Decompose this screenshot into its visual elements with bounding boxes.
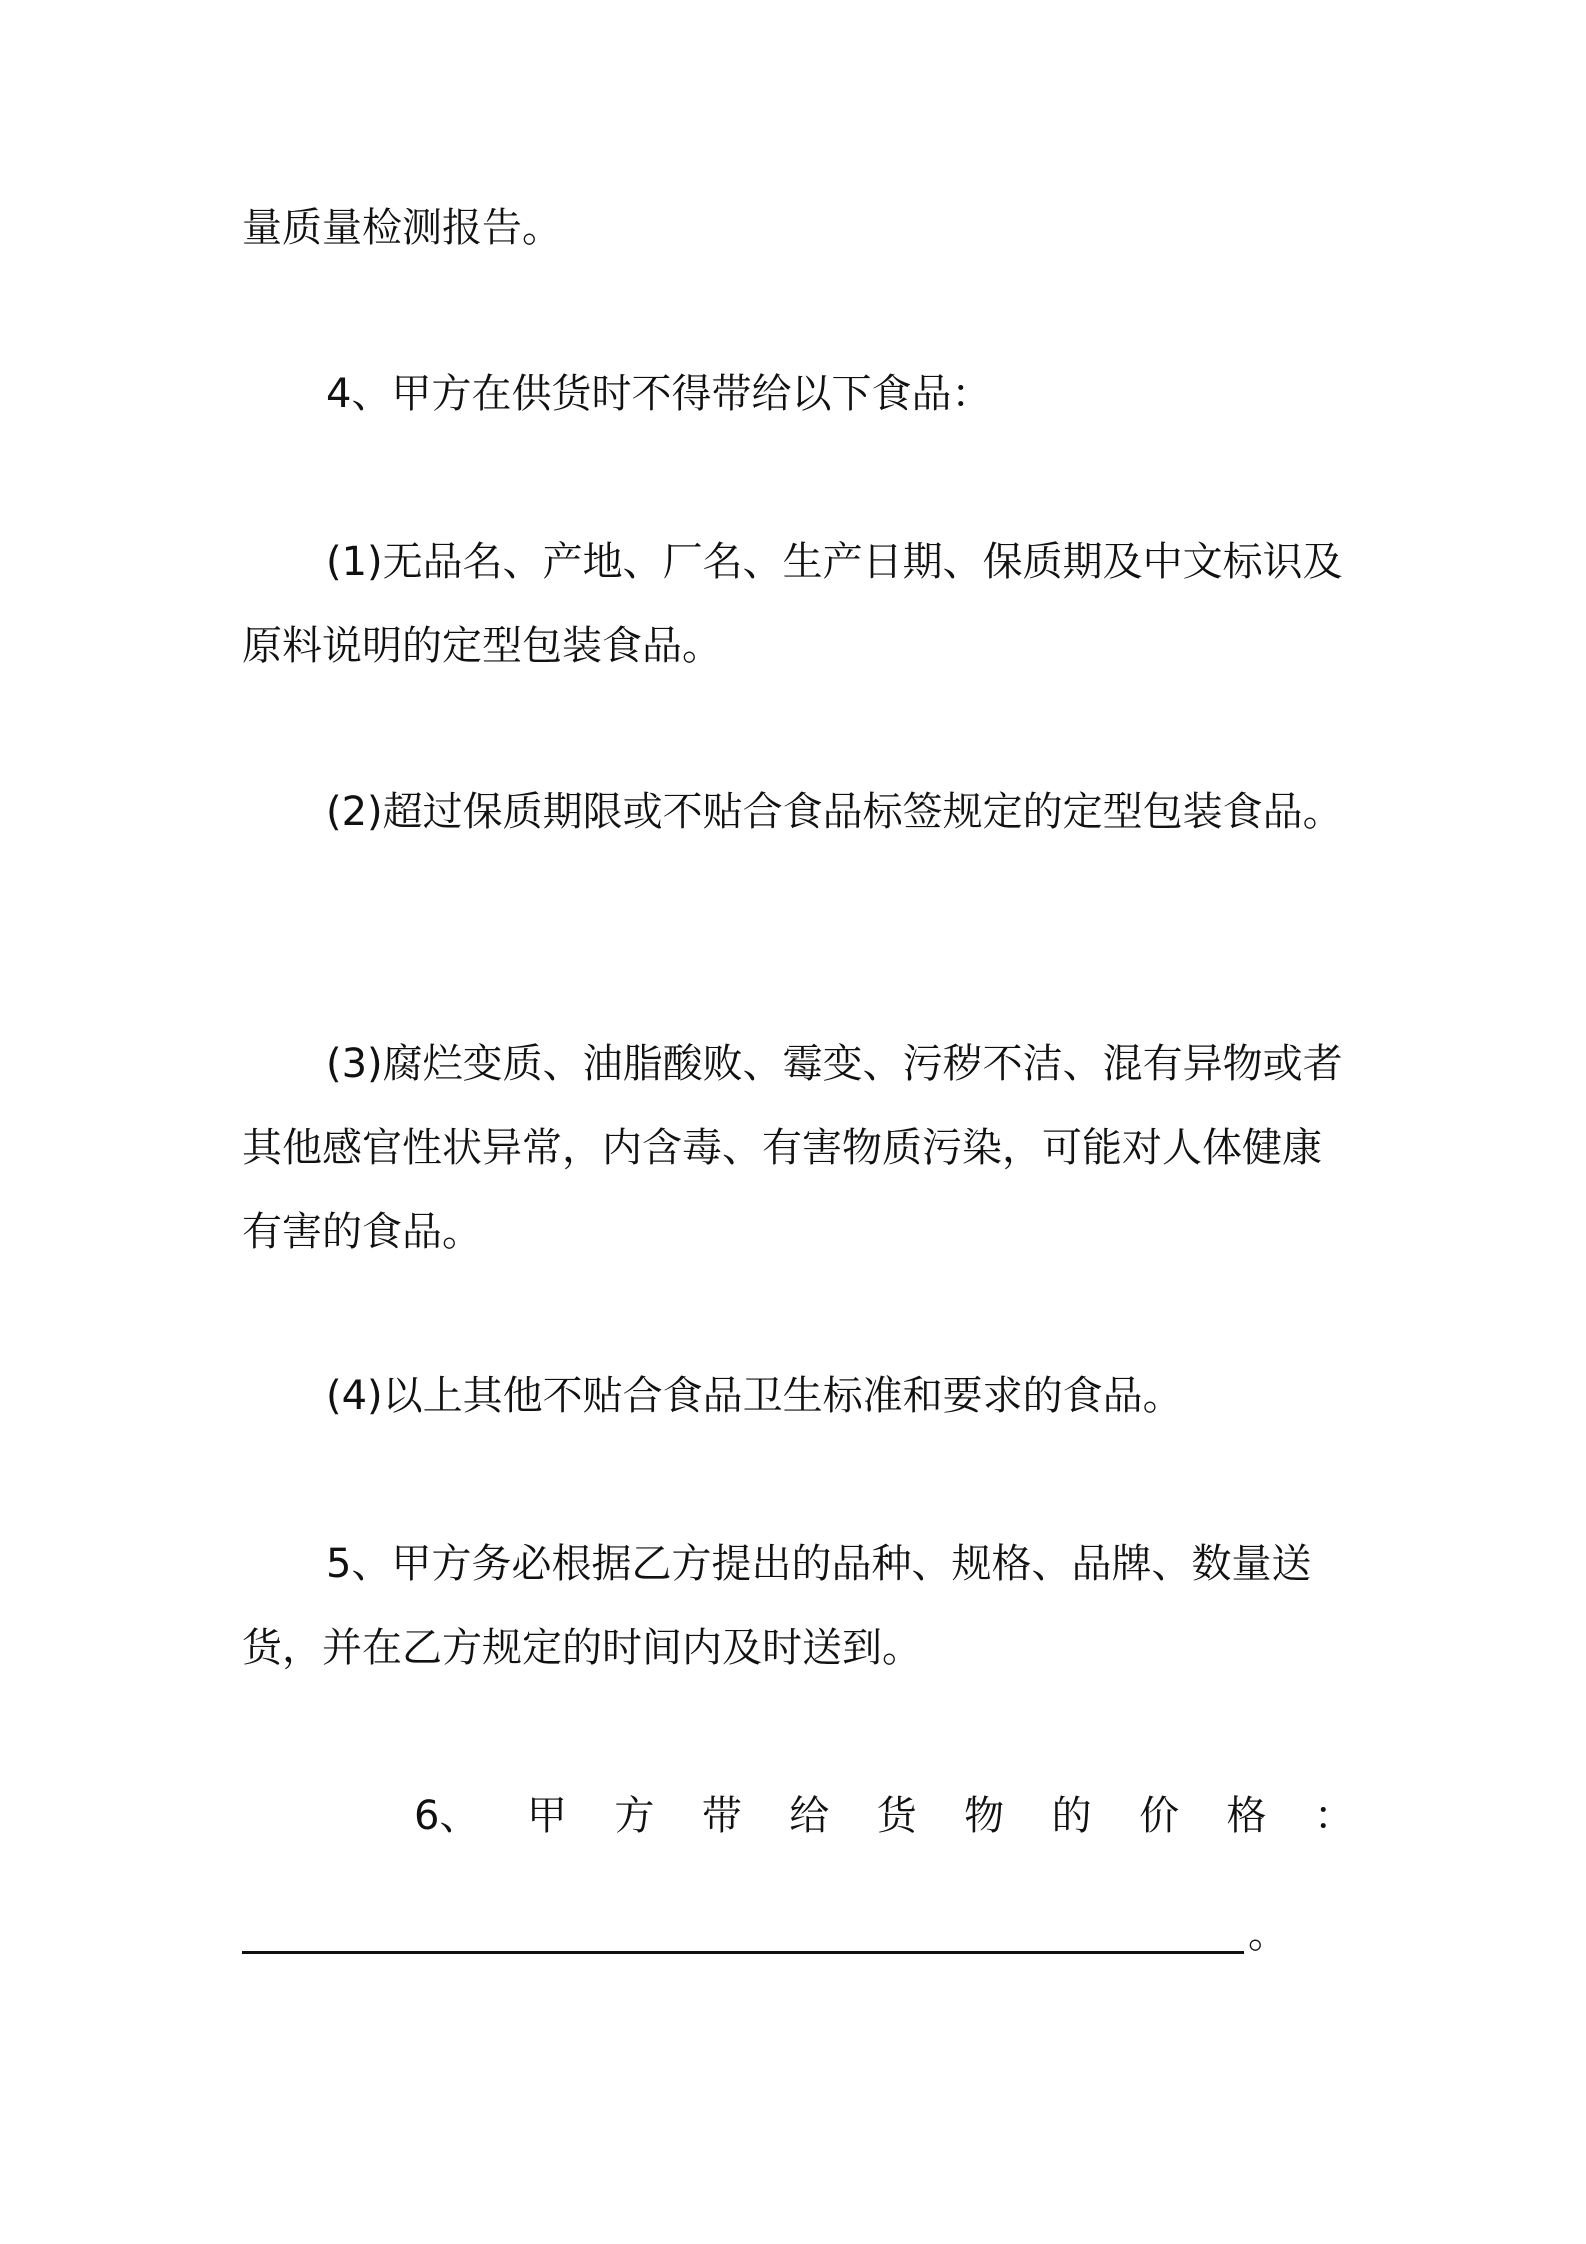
blank-end-mark: 。: [1248, 1911, 1288, 1957]
clause-5: 5、甲方务必根据乙方提出的品种、规格、品牌、数量送货，并在乙方规定的时间内及时送到。: [242, 1541, 1312, 1671]
clause-6: [242, 1774, 1354, 1858]
clause-6-char: 物: [964, 1793, 1005, 1839]
clause-6-char: 甲: [526, 1793, 567, 1839]
clause-6-char: 货: [876, 1793, 917, 1839]
clause-4-item-1: (1)无品名、产地、厂名、生产日期、保质期及中文标识及原料说明的定型包装食品。: [242, 539, 1343, 669]
clause-6-number: 6、: [414, 1793, 480, 1839]
clause-4-item-3: (3)腐烂变质、油脂酸败、霉变、污秽不洁、混有异物或者其他感官性状异常，内含毒、有害物质污染，可能对人体健康有害的食品。: [242, 1041, 1343, 1255]
clause-4: 4、甲方在供货时不得带给以下食品：: [326, 371, 992, 417]
clause-6-char: 带: [701, 1793, 742, 1839]
clause-6-colon: ：: [1313, 1793, 1354, 1839]
clause-6-char: 的: [1051, 1793, 1092, 1839]
paragraph-continuation: 量质量检测报告。: [242, 205, 562, 251]
price-fill-in-blank: [242, 1892, 1288, 1976]
clause-6-char: 方: [614, 1793, 655, 1839]
blank-underline: [242, 1951, 1244, 1954]
clause-6-char: 格: [1226, 1793, 1267, 1839]
clause-6-char: 给: [789, 1793, 830, 1839]
clause-4-item-2: (2)超过保质期限或不贴合食品标签规定的定型包装食品。: [326, 789, 1343, 835]
clause-4-item-4: (4)以上其他不贴合食品卫生标准和要求的食品。: [326, 1373, 1183, 1419]
clause-6-char: 价: [1139, 1793, 1180, 1839]
